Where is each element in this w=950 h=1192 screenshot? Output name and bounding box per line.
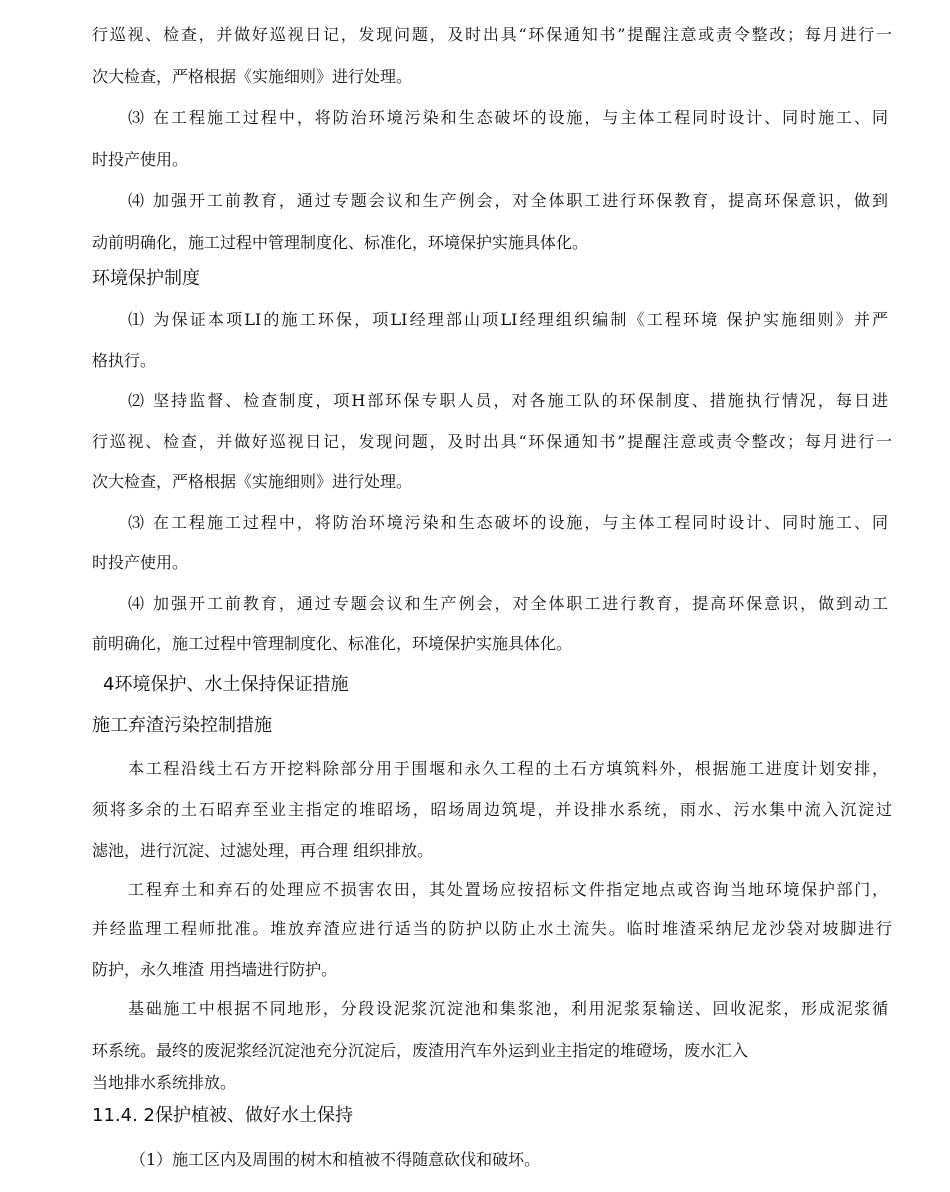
paragraph-item-4: ⑷ 加强开工前教育，通过专题会议和生产例会，对全体职工进行环保教育，提高环保意识，做到 [128,191,888,210]
paragraph-first-line: 基础施工中根据不同地形，分段设泥浆沉淀池和集浆池，利用泥浆泵输送、回收泥浆，形成泥浆循 [128,999,888,1018]
body-text-line: 行巡视、检查，并做好巡视日记，发现问题，及时出具“环保通知书”提醒注意或责令整改；每月进行一 [92,432,892,451]
body-text-line: 次大检查，严格根据《实施细则》进行处理。 [92,472,413,491]
body-text-line: 次大检查，严格根据《实施细则》进行处理。 [92,67,413,86]
section-heading: 4环境保护、水土保持保证措施 [103,674,349,695]
paragraph-item-4: ⑷ 加强开工前教育，通过专题会议和生产例会，对全体职工进行教育，提高环保意识，做到动工 [128,594,888,613]
paragraph-item-3: ⑶ 在工程施工过程中，将防治环境污染和生态破坏的设施，与主体工程同时设计、同时施工、同 [128,108,888,127]
body-text-line: 格执行。 [92,351,157,370]
section-heading: 11.4. 2保护植被、做好水土保持 [92,1105,353,1126]
section-heading: 施工弃渣污染控制措施 [92,715,272,736]
body-text-line: 动前明确化，施工过程中管理制度化、标准化，环境保护实施具体化。 [92,233,589,252]
body-text-line: 并经监理工程师批准。堆放弃渣应进行适当的防护以防止水土流失。临时堆渣采纳尼龙沙袋对坡脚进行 [92,919,892,938]
paragraph-item-1: ⑴ 为保证本项LI的施工环保，项LI经理部山项LI经理组织编制《工程环境 保护实施细则》并严 [128,310,888,329]
paragraph-first-line: 本工程沿线土石方开挖料除部分用于围堰和永久工程的土石方填筑料外，根据施工进度计划安排， [128,759,888,778]
body-text-line: 前明确化，施工过程中管理制度化、标准化，环境保护实施具体化。 [92,634,573,653]
body-text-line: 须将多余的土石昭弃至业主指定的堆昭场，昭场周边筑堤，并设排水系统，雨水、污水集中流入沉淀过 [92,800,892,819]
paragraph-item-2: ⑵ 坚持监督、检查制度，项H部环保专职人员，对各施工队的环保制度、措施执行情况，每日进 [128,391,888,410]
body-text-line: 防护，永久堆渣 用挡墙进行防护。 [92,960,338,979]
body-text-line: 时投产使用。 [92,150,189,169]
paragraph-item-3: ⑶ 在工程施工过程中，将防治环境污染和生态破坏的设施，与主体工程同时设计、同时施工、同 [128,513,888,532]
body-text-line: 环系统。最终的废泥浆经沉淀池充分沉淀后，废渣用汽车外运到业主指定的堆磴场，废水汇入 [92,1041,749,1060]
body-text-line: 时投产使用。 [92,553,189,572]
body-text-line: 当地排水系统排放。 [92,1073,237,1092]
body-text-line: 行巡视、检查，并做好巡视日记，发现问题，及时出具“环保通知书”提醒注意或责令整改；每月进行一 [92,25,892,44]
section-heading: 环境保护制度 [92,268,200,289]
body-text-line: 滤池，进行沉淀、过滤处理，再合理 组织排放。 [92,841,434,860]
paragraph-first-line: 工程弃土和弃石的处理应不损害农田，其处置场应按招标文件指定地点或咨询当地环境保护部门， [128,880,888,899]
list-item: （1）施工区内及周围的树木和植被不得随意砍伐和破坏。 [130,1150,541,1169]
